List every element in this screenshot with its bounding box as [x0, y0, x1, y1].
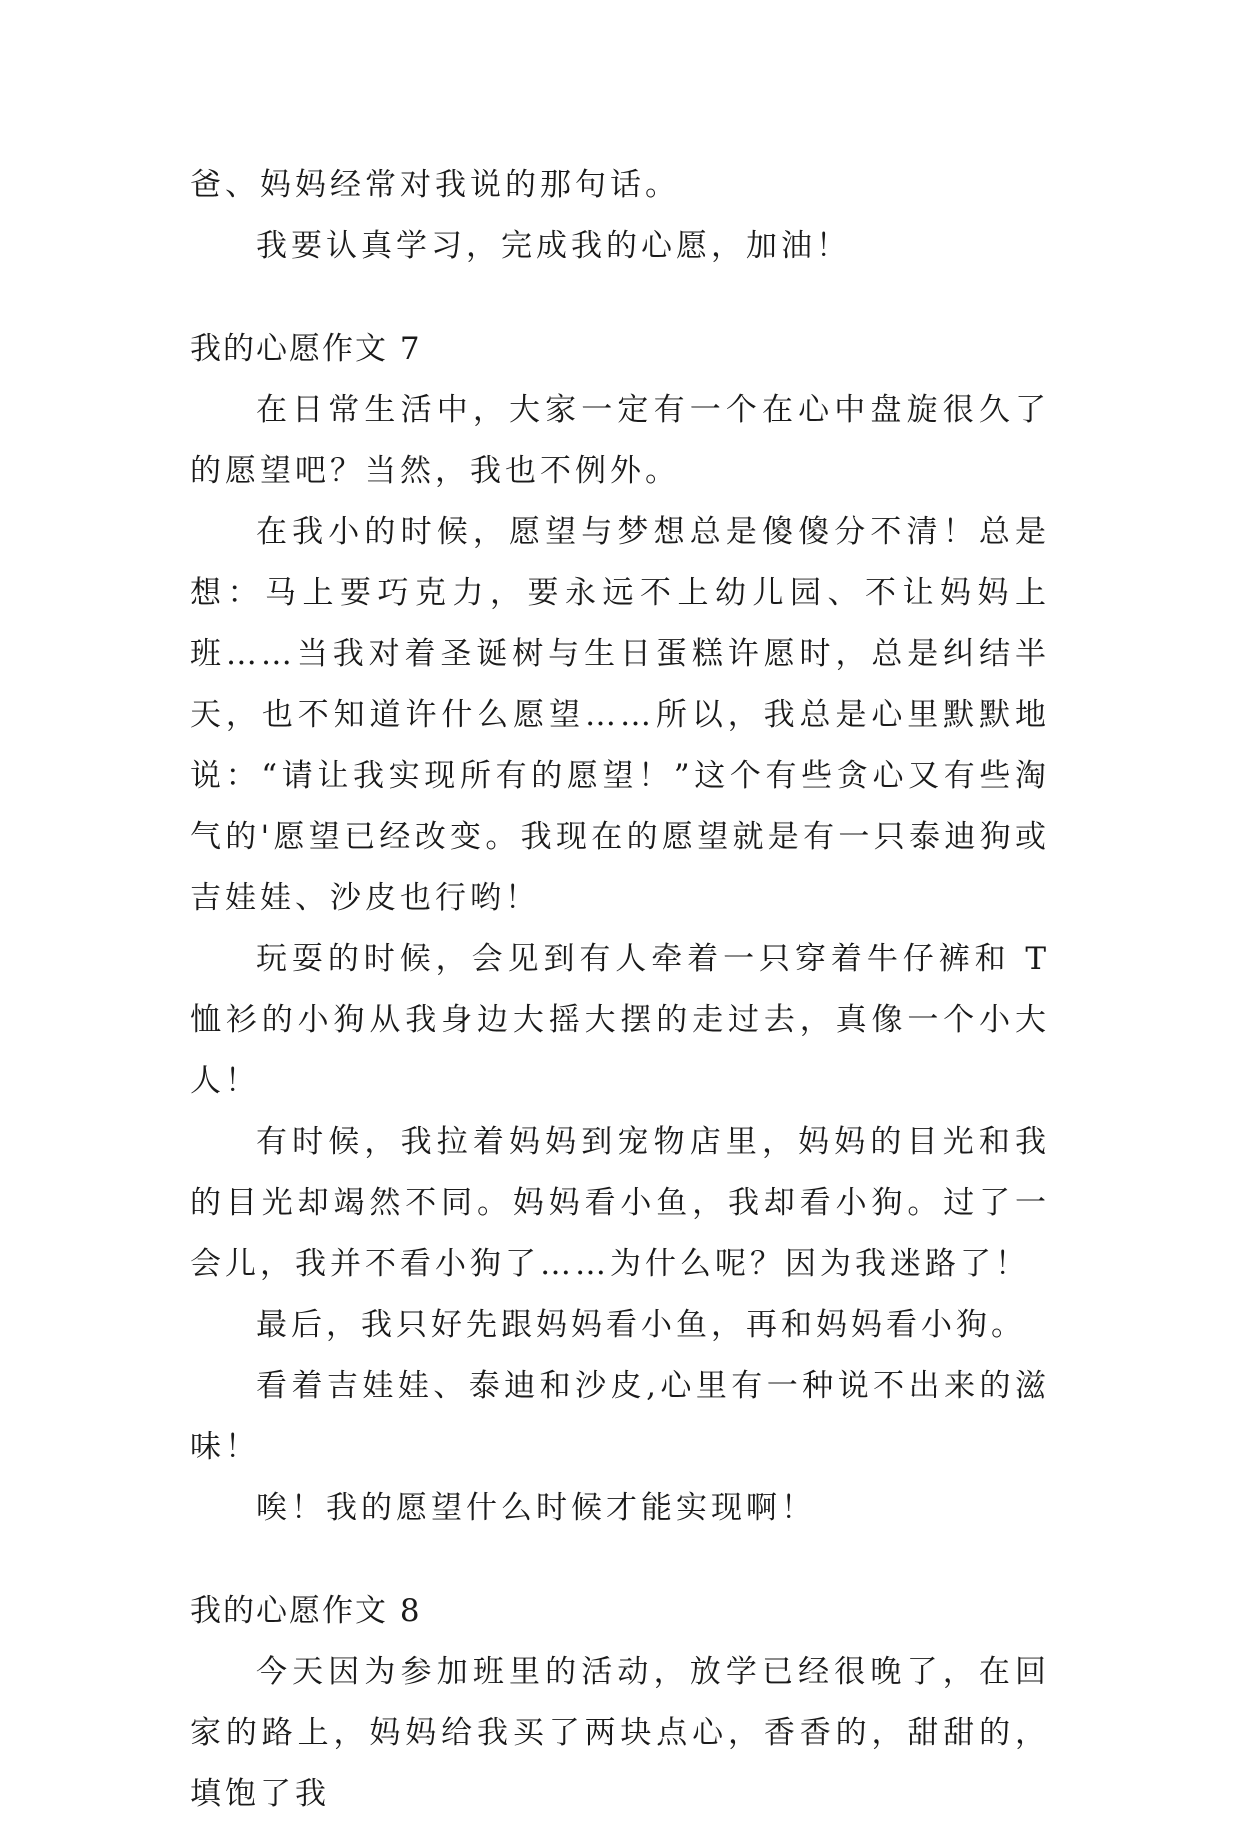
paragraph: 看着吉娃娃、泰迪和沙皮,心里有一种说不出来的滋味！: [190, 1368, 1050, 1465]
section-title: 我的心愿作文 8: [190, 1593, 422, 1629]
document-body: [190, 155, 1050, 1825]
paragraph: 在日常生活中，大家一定有一个在心中盘旋很久了的愿望吧？当然，我也不例外。: [190, 392, 1050, 489]
paragraph: 我要认真学习，完成我的心愿，加油！: [256, 228, 851, 264]
paragraph: 今天因为参加班里的活动，放学已经很晚了，在回家的路上，妈妈给我买了两块点心，香香的，甜甜的，填饱了我: [190, 1654, 1050, 1812]
paragraph: 唉！我的愿望什么时候才能实现啊！: [256, 1490, 816, 1526]
paragraph: 爸、妈妈经常对我说的那句话。: [190, 167, 680, 203]
paragraph: 玩耍的时候，会见到有人牵着一只穿着牛仔裤和 T 恤衫的小狗从我身边大摇大摆的走过去，真像一个小大人！: [190, 941, 1050, 1099]
section-title: 我的心愿作文 7: [190, 331, 422, 367]
section-spacer: [190, 277, 1050, 319]
section-spacer: [190, 1539, 1050, 1581]
paragraph: 有时候，我拉着妈妈到宠物店里，妈妈的目光和我的目光却竭然不同。妈妈看小鱼，我却看小狗。过了一会儿，我并不看小狗了……为什么呢？因为我迷路了！: [190, 1124, 1050, 1282]
paragraph: 最后，我只好先跟妈妈看小鱼，再和妈妈看小狗。: [256, 1307, 1026, 1343]
paragraph: 在我小的时候，愿望与梦想总是傻傻分不清！总是想：马上要巧克力，要永远不上幼儿园、不让妈妈上班……当我对着圣诞树与生日蛋糕许愿时，总是纠结半天，也不知道许什么愿望……所以，我总是心里默默地说：“请让我实现所有的愿望！”这个有些贪心又有些淘气的'愿望已经改变。我现在的愿望就是有一只泰迪狗或吉娃娃、沙皮也行哟！: [190, 514, 1050, 916]
